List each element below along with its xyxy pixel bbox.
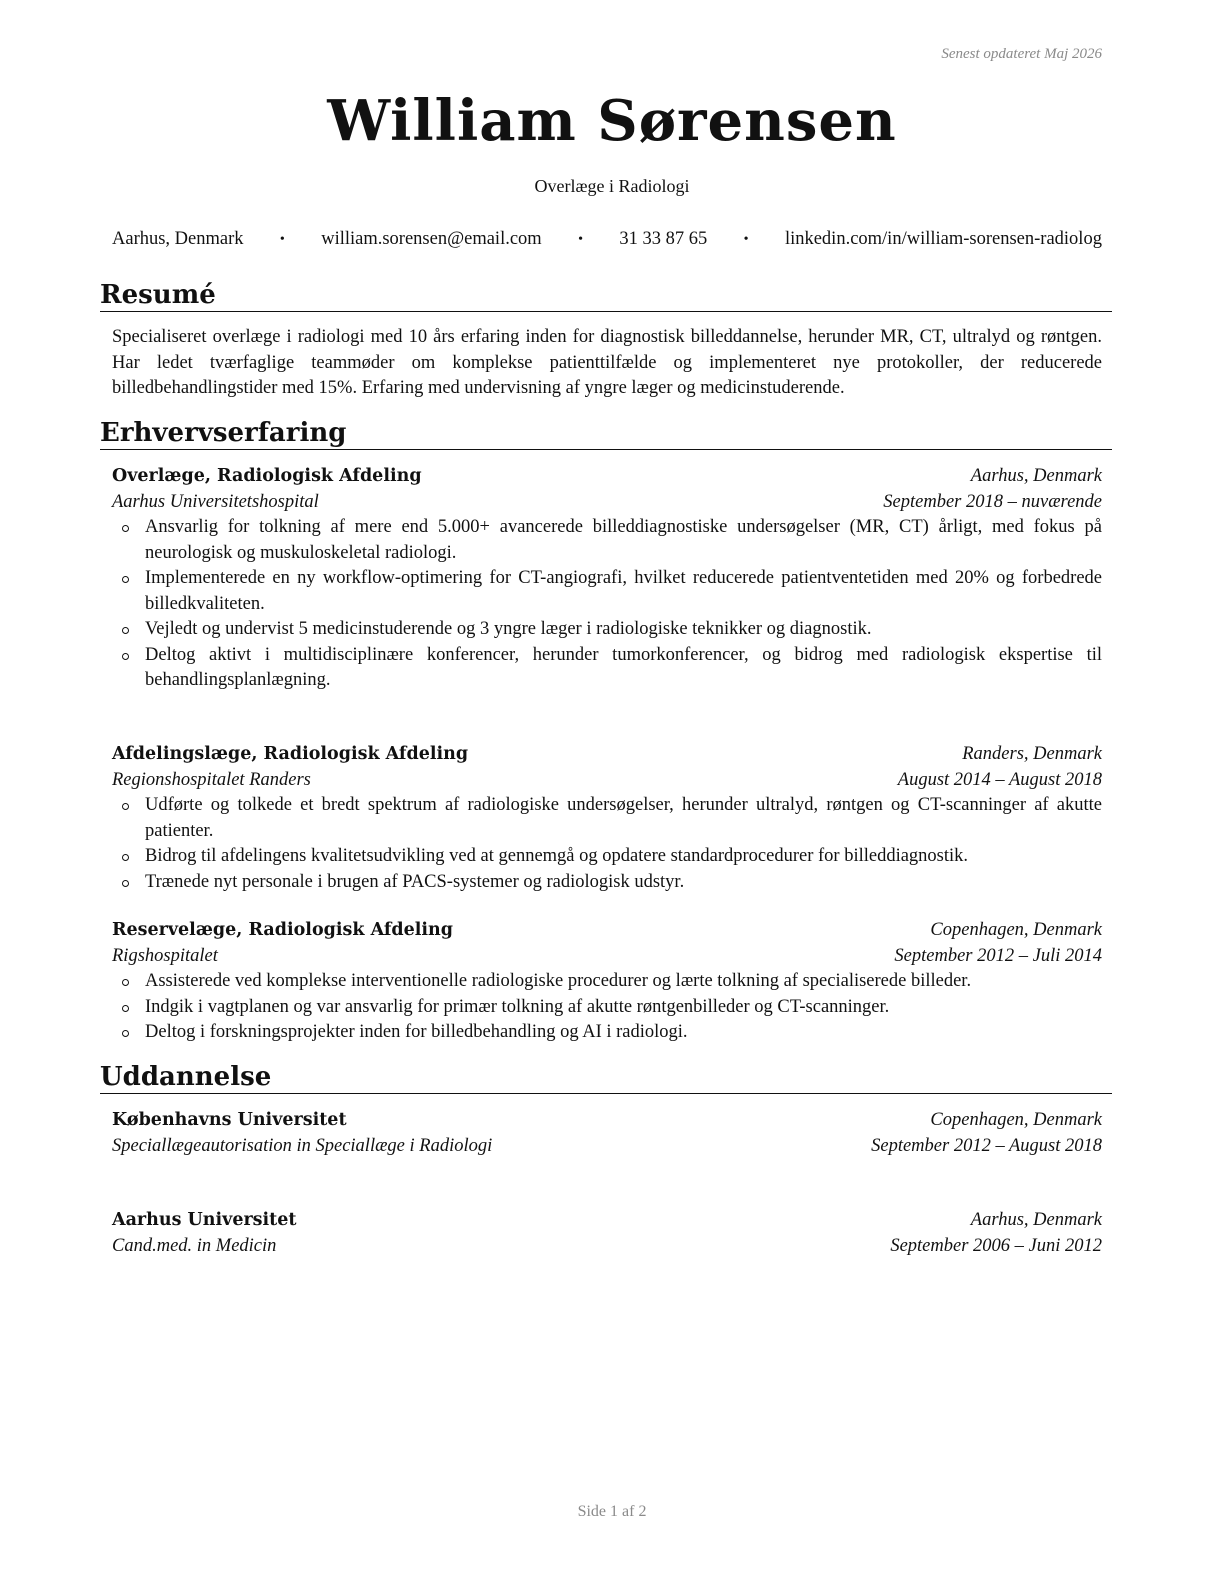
school-name: Københavns Universitet <box>112 1110 347 1130</box>
section-heading-education: Uddannelse <box>100 1062 1112 1094</box>
list-item: Deltog aktivt i multidisciplinære konferencer, herunder tumorkonferencer, og bidrog med radiologisk ekspertise til behandlingsplanlægning. <box>112 643 1102 694</box>
contact-linkedin[interactable]: linkedin.com/in/william-sorensen-radiolog <box>784 229 1102 249</box>
list-item: Vejledt og undervist 5 medicinstuderende og 3 yngre læger i radiologiske teknikker og diagnostik. <box>112 617 1102 643</box>
job-title: Reservelæge, Radiologisk Afdeling <box>112 920 453 940</box>
job-entry <box>112 918 1102 1046</box>
list-item: Implementerede en ny workflow-optimering for CT-angiografi, hvilket reducerede patientventetiden med 20% og forbedrede billedkvaliteten. <box>112 566 1102 617</box>
school-location: Aarhus, Denmark <box>970 1210 1102 1230</box>
job-employer: Rigshospitalet <box>112 945 218 966</box>
section-heading-summary: Resumé <box>100 280 1112 312</box>
separator-dot: • <box>279 231 285 247</box>
section-heading-experience: Erhvervserfaring <box>100 418 1112 450</box>
job-location: Aarhus, Denmark <box>970 466 1102 486</box>
school-name: Aarhus Universitet <box>112 1210 297 1230</box>
job-location: Randers, Denmark <box>962 744 1102 764</box>
list-item: Udførte og tolkede et bredt spektrum af radiologiske undersøgelser, herunder ultralyd, røntgen og CT-scanninger af akutte patienter. <box>112 793 1102 844</box>
contact-line <box>112 229 1102 250</box>
education-dates: September 2012 – August 2018 <box>871 1135 1102 1156</box>
list-item: Ansvarlig for tolkning af mere end 5.000+ avancerede billeddiagnostiske undersøgelser (MR, CT) årligt, med fokus på neurologisk og muskuloskeletal radiologi. <box>112 515 1102 566</box>
list-item: Deltog i forskningsprojekter inden for billedbehandling og AI i radiologi. <box>112 1020 1102 1046</box>
list-item: Bidrog til afdelingens kvalitetsudvikling ved at gennemgå og opdatere standardprocedurer for billeddiagnostik. <box>112 844 1102 870</box>
separator-dot: • <box>743 231 749 247</box>
job-title: Afdelingslæge, Radiologisk Afdeling <box>112 744 469 764</box>
job-bullets <box>112 969 1102 1046</box>
job-bullets <box>112 793 1102 895</box>
list-item: Indgik i vagtplanen og var ansvarlig for primær tolkning af akutte røntgenbilleder og CT-scanninger. <box>112 995 1102 1021</box>
job-dates: September 2018 – nuværende <box>883 491 1102 512</box>
contact-phone: 31 33 87 65 <box>619 229 708 249</box>
job-employer: Aarhus Universitetshospital <box>112 491 319 512</box>
education-entry <box>112 1208 1102 1259</box>
page-number: Side 1 af 2 <box>577 1503 647 1520</box>
job-bullets <box>112 515 1102 694</box>
education-entry <box>112 1108 1102 1159</box>
job-dates: September 2012 – Juli 2014 <box>894 945 1102 966</box>
job-entry <box>112 464 1102 694</box>
job-location: Copenhagen, Denmark <box>930 920 1102 940</box>
candidate-name: William Sørensen <box>327 88 897 154</box>
candidate-title: Overlæge i Radiologi <box>534 176 690 196</box>
job-title: Overlæge, Radiologisk Afdeling <box>112 466 422 486</box>
degree: Speciallægeautorisation in Speciallæge i Radiologi <box>112 1135 493 1156</box>
list-item: Trænede nyt personale i brugen af PACS-systemer og radiologisk udstyr. <box>112 870 1102 896</box>
school-location: Copenhagen, Denmark <box>930 1110 1102 1130</box>
job-dates: August 2014 – August 2018 <box>897 769 1102 790</box>
last-updated: Senest opdateret Maj 2026 <box>941 46 1102 62</box>
education-dates: September 2006 – Juni 2012 <box>890 1235 1102 1256</box>
contact-location: Aarhus, Denmark <box>112 229 244 249</box>
summary-text: Specialiseret overlæge i radiologi med 10 års erfaring inden for diagnostisk billeddannelse, herunder MR, CT, ultralyd og røntgen. Har ledet tværfaglige teammøder om komplekse patienttilfælde og implementeret nye protokoller, der reducerede billedbehandlingstider med 15%. Erfaring med undervisning af yngre læger og medicinstuderende. <box>112 327 1102 398</box>
degree: Cand.med. in Medicin <box>112 1235 277 1256</box>
job-employer: Regionshospitalet Randers <box>112 769 311 790</box>
separator-dot: • <box>578 231 583 247</box>
job-entry <box>112 742 1102 895</box>
contact-email[interactable]: william.sorensen@email.com <box>321 229 542 249</box>
list-item: Assisterede ved komplekse interventionelle radiologiske procedurer og lærte tolkning af specialiserede billeder. <box>112 969 1102 995</box>
